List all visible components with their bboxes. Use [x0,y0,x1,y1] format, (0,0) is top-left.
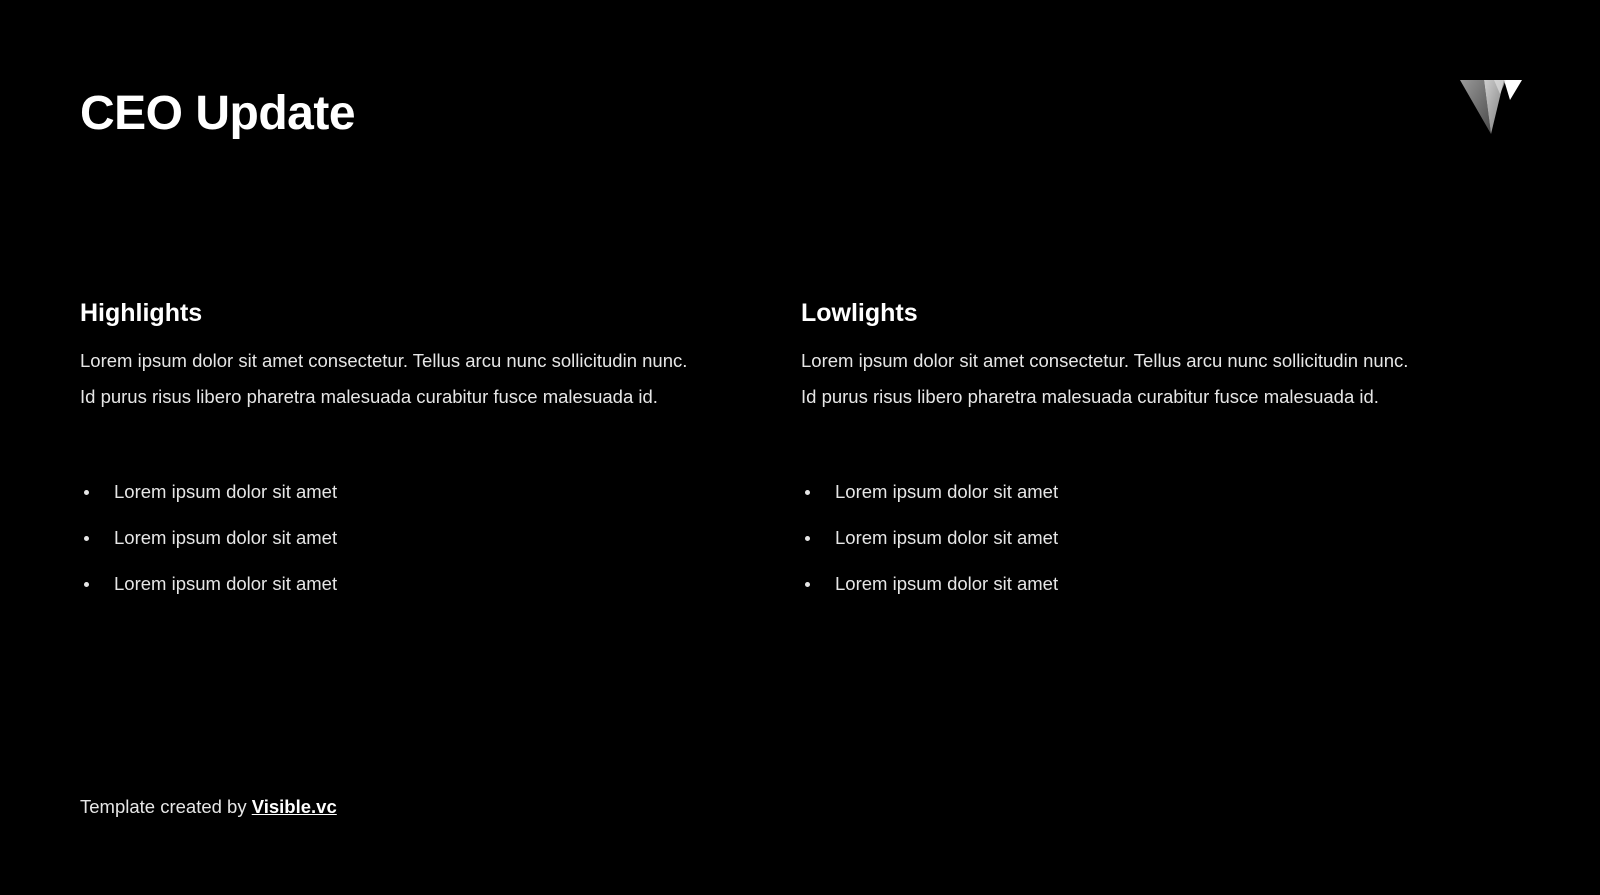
lowlights-bullet-item [801,469,1491,515]
visible-v-logo-icon [1460,80,1522,134]
highlights-paragraph-line-2: Id purus risus libero pharetra malesuada curabitur fusce malesuada id. [80,386,658,407]
highlights-bullet-text: Lorem ipsum dolor sit amet [114,527,338,548]
highlights-column [80,296,770,607]
bullet-dot-icon [84,490,89,495]
lowlights-paragraph-line-2: Id purus risus libero pharetra malesuada curabitur fusce malesuada id. [801,386,1379,407]
lowlights-bullet-list [801,469,1491,607]
visible-vc-link[interactable]: Visible.vc [251,796,337,817]
bullet-dot-icon [84,582,89,587]
highlights-bullet-list [80,469,770,607]
highlights-bullet-text: Lorem ipsum dolor sit amet [114,573,338,594]
highlights-bullet-text: Lorem ipsum dolor sit amet [114,481,338,502]
footer-credit [80,793,337,821]
highlights-paragraph-line-1: Lorem ipsum dolor sit amet consectetur. Tellus arcu nunc sollicitudin nunc. [80,350,688,371]
lowlights-bullet-text: Lorem ipsum dolor sit amet [835,573,1059,594]
lowlights-bullet-item [801,561,1491,607]
bullet-dot-icon [805,582,810,587]
highlights-paragraph [80,343,770,415]
bullet-dot-icon [84,536,89,541]
bullet-dot-icon [805,536,810,541]
lowlights-paragraph-line-1: Lorem ipsum dolor sit amet consectetur. Tellus arcu nunc sollicitudin nunc. [801,350,1409,371]
lowlights-bullet-text: Lorem ipsum dolor sit amet [835,481,1059,502]
highlights-bullet-item [80,515,770,561]
lowlights-column [801,296,1491,607]
lowlights-bullet-text: Lorem ipsum dolor sit amet [835,527,1059,548]
lowlights-bullet-item [801,515,1491,561]
footer-prefix: Template created by [80,796,252,817]
highlights-bullet-item [80,561,770,607]
highlights-heading: Highlights [80,299,203,327]
highlights-bullet-item [80,469,770,515]
lowlights-paragraph [801,343,1491,415]
bullet-dot-icon [805,490,810,495]
lowlights-heading: Lowlights [801,299,918,327]
page-title: CEO Update [80,87,356,140]
